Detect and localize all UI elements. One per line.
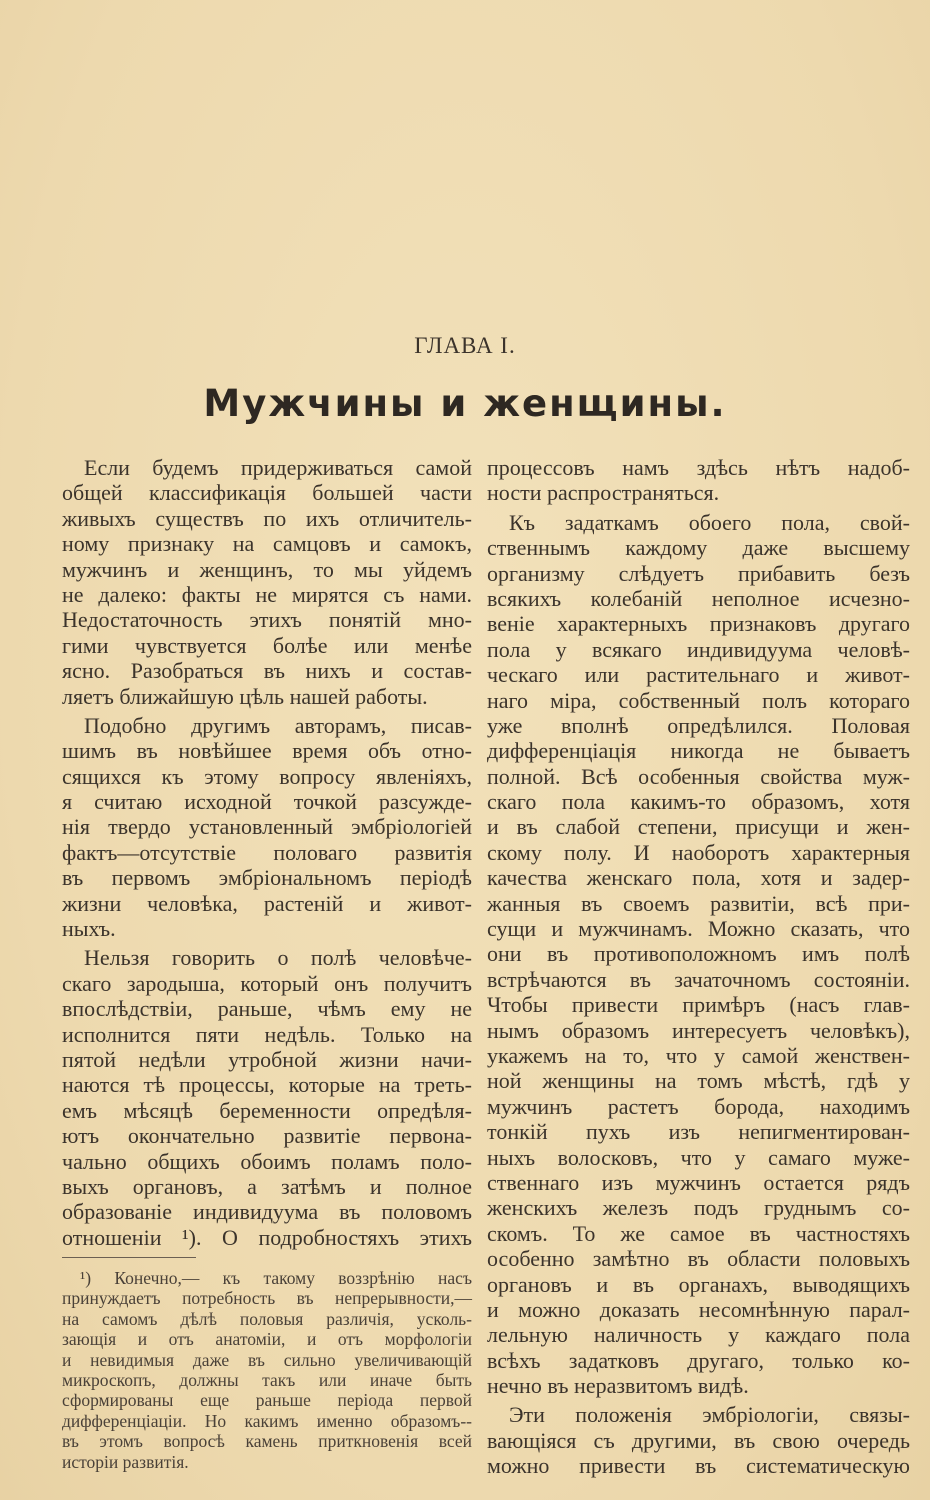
text-line: скаго пола какимъ-то образомъ, хотя [487,789,910,815]
text-line: Нельзя говорить о полѣ человѣче- [84,945,472,971]
text-line: чально общихъ обоимъ поламъ поло- [62,1148,472,1174]
text-line: жанныя въ своемъ развитiи, всѣ при- [487,890,910,916]
text-line: укажемъ на то, что у самой женствен- [487,1042,910,1068]
footnote-line: микроскопъ, должны такъ или иначе быть [62,1369,472,1390]
text-line: ной женщины на томъ мѣстѣ, гдѣ у [487,1068,910,1094]
text-line: ютъ окончательно развитiе первона- [62,1123,472,1149]
text-line: и въ слабой степени, присущи и жен- [487,814,910,840]
text-line: организму слѣдуетъ прибавить безъ [487,560,910,586]
text-line: уже вполнѣ опредѣлился. Половая [487,712,910,738]
footnote-line: дифференцiацiи. Но какимъ именно образомъ-- [62,1410,472,1431]
text-line: сущи и мужчинамъ. Можно сказать, что [487,916,910,942]
text-line: ясно. Разобраться въ нихъ и состав- [62,658,472,684]
footnote-line: и невидимыя даже въ сильно увеличивающiй [62,1349,472,1370]
text-line: ляетъ ближайшую цѣль нашей работы. [62,683,428,709]
text-line: всякихъ колебанiй неполное исчезно- [487,585,910,611]
text-line: и можно доказать несомнѣнную парал- [487,1296,910,1322]
text-line: жизни человѣка, растенiй и живот- [62,890,472,916]
text-line: Эти положенiя эмбрiологiи, связы- [509,1402,910,1428]
text-line: ныхъ волосковъ, что у самаго муже- [487,1144,910,1170]
footnote-line: ¹) Конечно,— къ такому воззрѣнiю насъ [80,1268,472,1288]
text-line: скому полу. И наоборотъ характерныя [487,839,910,865]
text-line: встрѣчаются въ зачаточномъ состоянiи. [487,966,910,992]
text-line: я считаю исходной точкой разсужде- [62,789,472,815]
paragraph [487,1402,910,1478]
text-line: Подобно другимъ авторамъ, писав- [84,712,472,738]
text-line: Если будемъ придерживаться самой [84,455,472,480]
footnote-line: въ этомъ вопросѣ камень приткновенiя всей [62,1431,472,1452]
text-line: тонкiй пухъ изъ непигментирован- [487,1119,910,1145]
paragraph [62,713,472,942]
text-line: мужчинъ и женщинъ, то мы уйдемъ [62,556,472,582]
text-line: шимъ въ новѣйшее время объ отно- [62,738,472,764]
text-line: особенно замѣтно въ области половыхъ [487,1246,910,1272]
text-line: венiе характерныхъ признаковъ другаго [487,611,910,637]
text-line: пятой недѣли утробной жизни начи- [62,1046,472,1072]
text-line: выхъ органовъ, а затѣмъ и полное [62,1173,472,1199]
text-line: ственнаго изъ мужчинъ остается рядъ [487,1169,910,1195]
footnote-line: зающiя и отъ анатомiи, и отъ морфологiи [62,1329,472,1350]
text-line: можно привести въ систематическую [487,1453,910,1479]
text-line: отношенiи ¹). О подробностяхъ этихъ [62,1224,472,1250]
text-line: Недостаточность этихъ понятiй мно- [62,607,472,633]
text-line: въ первомъ эмбрiональномъ перiодѣ [62,865,472,891]
chapter-title: Мужчины и женщины. [203,382,727,425]
text-line: фактъ—отсутствiе половаго развитiя [62,839,472,865]
left-column [62,455,472,1254]
text-line: качества женскаго пола, хотя и задер- [487,865,910,891]
text-line: живыхъ существъ по ихъ отличитель- [62,505,472,531]
text-line: гими чувствуется болѣе или менѣе [62,632,472,658]
text-line: наго мiра, собственный полъ котораго [487,687,910,713]
footnote-line: на самомъ дѣлѣ половыя различiя, усколь- [62,1308,472,1329]
text-line: ственнымъ каждому даже высшему [487,535,910,561]
text-line: ности распространяться. [487,480,720,506]
footnote [62,1268,472,1472]
text-line: исполнится пяти недѣль. Только на [62,1021,472,1047]
text-line: процессовъ намъ здѣсь нѣтъ надоб- [487,455,910,480]
text-line: нымъ образомъ интересуетъ человѣкъ), [487,1017,910,1043]
text-line: полной. Всѣ особенныя свойства муж- [487,763,910,789]
text-line: ному признаку на самцовъ и самокъ, [62,531,472,557]
text-line: вающiяся съ другими, въ свою очередь [487,1427,910,1453]
footnote-divider [62,1257,196,1258]
text-line: емъ мѣсяцѣ беременности опредѣля- [62,1097,472,1123]
text-line: сящихся къ этому вопросу явленiяхъ, [62,763,472,789]
text-line: образованiе индивидуума въ половомъ [62,1199,472,1225]
paragraph [62,945,472,1250]
text-line: органовъ и въ органахъ, выводящихъ [487,1271,910,1297]
text-line: всѣхъ задатковъ другаго, только ко- [487,1347,910,1373]
chapter-label: ГЛАВА I. [414,333,516,358]
text-line: пола у всякаго индивидуума человѣ- [487,636,910,662]
footnote-line: исторiи развитiя. [62,1451,189,1472]
text-line: скаго зародыша, который онъ получитъ [62,970,472,996]
footnote-line: принуждаетъ потребность въ непрерывности,— [62,1288,472,1309]
text-line: общей классификацiя большей части [62,480,472,506]
text-line: дифференцiацiя никогда не бываетъ [487,738,910,764]
paragraph [62,455,472,709]
paragraph [487,455,910,506]
text-line: нечно въ неразвитомъ видѣ. [487,1373,749,1399]
text-line: мужчинъ растетъ борода, находимъ [487,1093,910,1119]
paragraph [487,510,910,1399]
text-line: впослѣдствiи, раньше, чѣмъ ему не [62,996,472,1022]
text-line: Къ задаткамъ обоего пола, свой- [509,509,910,535]
text-line: ческаго или растительнаго и живот- [487,662,910,688]
text-line: лельную наличность у каждаго пола [487,1322,910,1348]
text-line: Чтобы привести примѣръ (насъ глав- [487,992,910,1018]
text-line: скомъ. То же самое въ частностяхъ [487,1220,910,1246]
text-line: наются тѣ процессы, которые на треть- [62,1072,472,1098]
text-line: не далеко: факты не мирятся съ нами. [62,581,472,607]
text-line: женскихъ железъ подъ груднымъ со- [487,1195,910,1221]
footnote-line: сформированы еще раньше перiода первой [62,1390,472,1411]
text-line: они въ противоположномъ имъ полѣ [487,941,910,967]
text-line: ныхъ. [62,916,116,942]
text-line: нiя твердо установленный эмбрiологiей [62,814,472,840]
right-column [487,455,910,1483]
